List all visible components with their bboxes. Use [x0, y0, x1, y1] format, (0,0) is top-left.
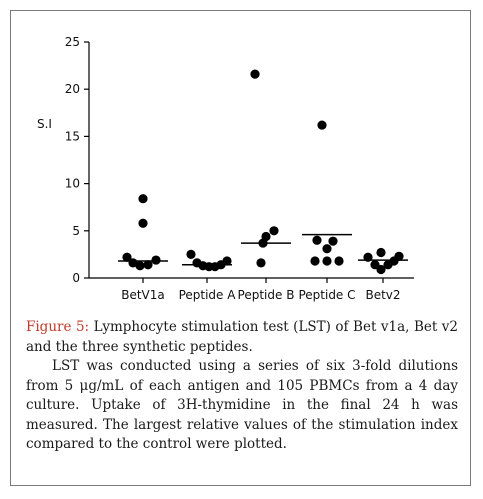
y-tick-label: 5	[72, 223, 80, 238]
y-tick-label: 25	[64, 35, 80, 49]
x-tick-label: Peptide B	[237, 288, 295, 302]
data-point	[317, 120, 326, 129]
data-point	[250, 69, 259, 78]
data-point	[186, 250, 195, 259]
data-point	[376, 248, 385, 257]
data-point	[310, 256, 319, 265]
data-point	[334, 256, 343, 265]
x-tick-label: Peptide A	[178, 288, 236, 302]
y-tick-label: 0	[72, 271, 80, 285]
x-tick-label: BetV1a	[121, 288, 165, 302]
y-axis-label: S.I	[37, 117, 52, 131]
caption-text: Lymphocyte stimulation test (LST) of Bet v1a, Bet v2 and the three synthetic peptides.	[26, 319, 458, 355]
y-tick-label: 20	[64, 82, 80, 97]
caption-paragraph: LST was conducted using a series of six 3-fold dilutions from 5 μg/mL of each antigen and 105 PBMCs from a 4 day culture. Uptake of 3H-thymidine in the final 24 h was measured. The largest relative values of the stimulation index compared to the control were plotted.	[26, 358, 458, 452]
data-point	[256, 258, 265, 267]
data-point	[322, 256, 331, 265]
y-tick-label: 10	[64, 176, 80, 191]
caption-line	[26, 318, 458, 357]
chart-points	[118, 69, 408, 274]
y-tick-label: 15	[64, 129, 80, 144]
x-tick-label: Betv2	[365, 288, 401, 302]
x-tick-label: Peptide C	[298, 288, 356, 302]
data-point	[322, 244, 331, 253]
figure-caption	[26, 318, 458, 455]
data-point	[138, 219, 147, 228]
data-point	[269, 226, 278, 235]
data-point	[138, 194, 147, 203]
data-point	[151, 255, 160, 264]
figure-label: Figure 5:	[26, 319, 90, 335]
data-point	[312, 236, 321, 245]
data-point	[135, 261, 144, 270]
data-point	[328, 237, 337, 246]
